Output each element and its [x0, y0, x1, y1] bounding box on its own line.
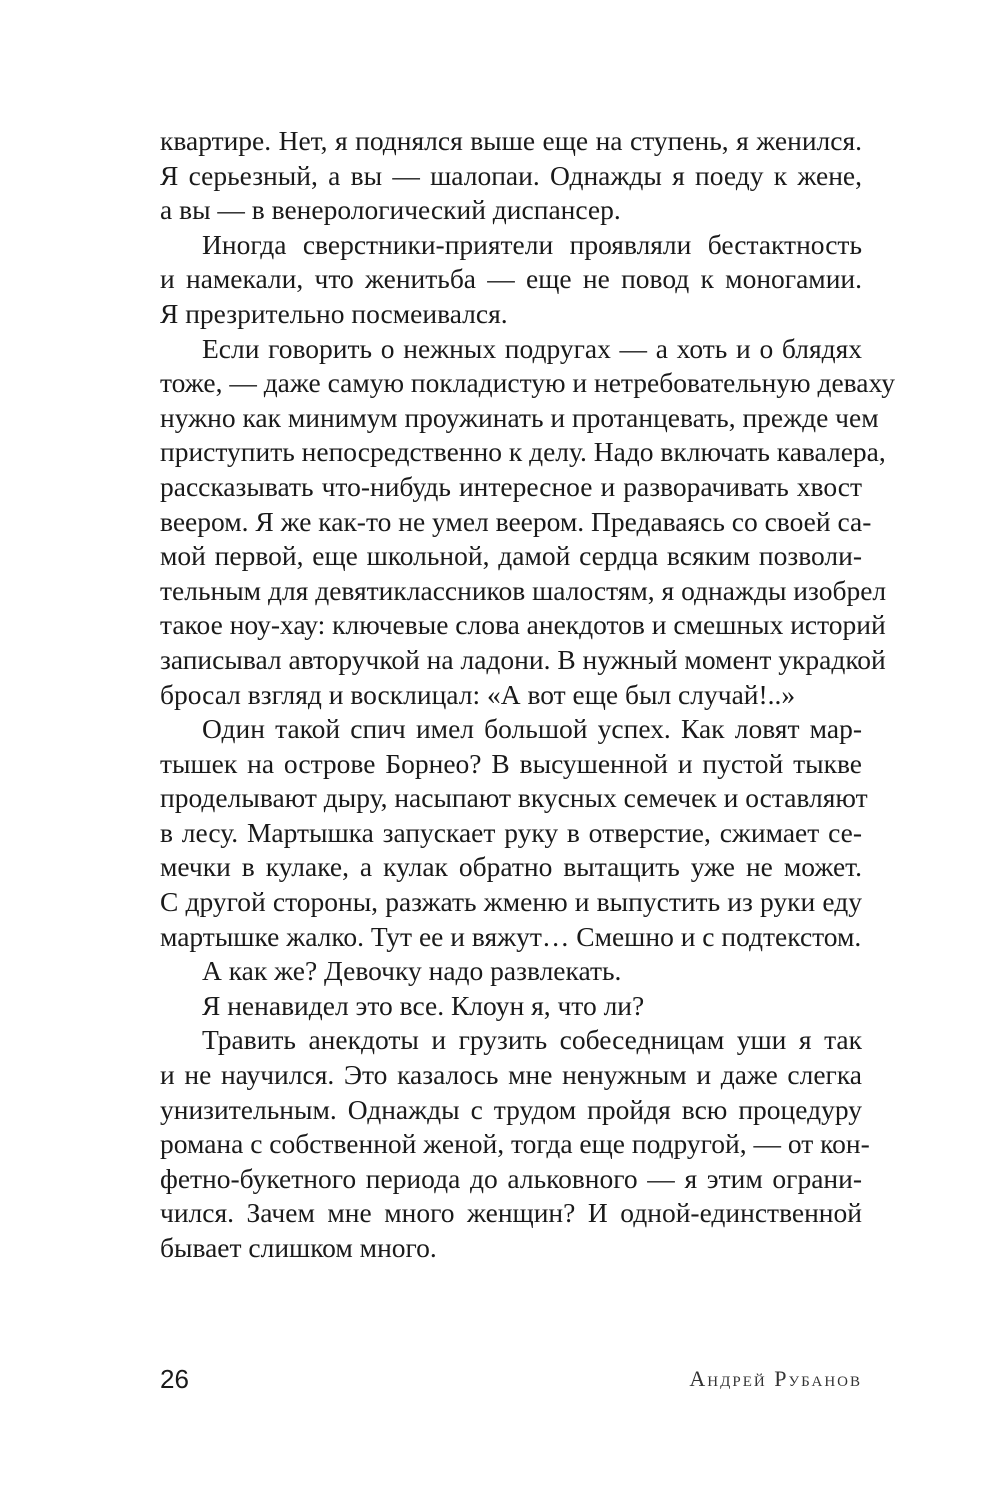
text-line: такое ноу-хау: ключевые слова анекдотов и смешных историй	[160, 609, 886, 641]
text-line: и намекали, что женитьба — еще не повод к моногамии.	[160, 263, 862, 295]
text-line: тышек на острове Борнео? В высушенной и пустой тыкве	[160, 747, 862, 779]
text-line: а вы — в венерологический диспансер.	[160, 194, 621, 226]
text-line: приступить непосредственно к делу. Надо включать кавалера,	[160, 436, 886, 468]
text-line: мой первой, еще школьной, дамой сердца всяким позволи-	[160, 540, 862, 572]
text-line: рассказывать что-нибудь интересное и разворачивать хвост	[160, 470, 862, 502]
text-line: бросал взгляд и восклицал: «А вот еще был случай!..»	[160, 678, 796, 710]
text-line: тоже, — даже самую покладистую и нетребовательную деваху	[160, 367, 895, 399]
text-line: и не научился. Это казалось мне ненужным и даже слегка	[160, 1059, 862, 1091]
text-line: унизительным. Однажды с трудом пройдя всю процедуру	[160, 1093, 862, 1125]
text-line: С другой стороны, разжать жменю и выпустить из руки еду	[160, 886, 862, 918]
text-line: Один такой спич имел большой успех. Как ловят мар-	[202, 713, 862, 745]
text-line: квартире. Нет, я поднялся выше еще на ступень, я женился.	[160, 125, 862, 156]
text-line: веером. Я же как-то не умел веером. Предаваясь со своей са-	[160, 505, 872, 537]
text-line: фетно-букетного периода до альковного — я этим ограни-	[160, 1162, 862, 1194]
text-line: тельным для девятиклассников шалостям, я однажды изобрел	[160, 574, 887, 606]
text-line: записывал авторучкой на ладони. В нужный момент украдкой	[160, 643, 886, 675]
text-line: Я ненавидел это все. Клоун я, что ли?	[202, 989, 645, 1021]
text-line: мартышке жалко. Тут ее и вяжут… Смешно и с подтекстом.	[160, 920, 862, 952]
text-line: чился. Зачем мне много женщин? И одной-единственной	[160, 1197, 862, 1229]
text-line: нужно как минимум проужинать и протанцевать, прежде чем	[160, 401, 879, 433]
text-line: А как же? Девочку надо развлекать.	[202, 955, 622, 987]
page-body-text	[160, 124, 895, 1266]
text-line: бывает слишком много.	[160, 1232, 437, 1263]
text-line: Травить анекдоты и грузить собеседницам уши я так	[202, 1024, 862, 1056]
text-line: мечки в кулаке, а кулак обратно вытащить уже не может.	[160, 851, 862, 883]
text-line: Я презрительно посмеивался.	[160, 297, 508, 329]
text-line: романа с собственной женой, тогда еще подругой, — от кон-	[160, 1128, 870, 1160]
page-number: 26	[160, 1364, 189, 1394]
text-line: Иногда сверстники-приятели проявляли бестактность	[202, 228, 862, 260]
text-line: в лесу. Мартышка запускает руку в отверстие, сжимает се-	[160, 816, 862, 848]
text-line: проделывают дыру, насыпают вкусных семечек и оставляют	[160, 782, 868, 814]
page-footer	[160, 1362, 862, 1402]
text-line: Если говорить о нежных подругах — а хоть и о блядях	[202, 332, 862, 364]
running-head-author: Андрей Рубанов	[689, 1366, 862, 1391]
text-line: Я серьезный, а вы — шалопаи. Однажды я поеду к жене,	[160, 159, 862, 191]
